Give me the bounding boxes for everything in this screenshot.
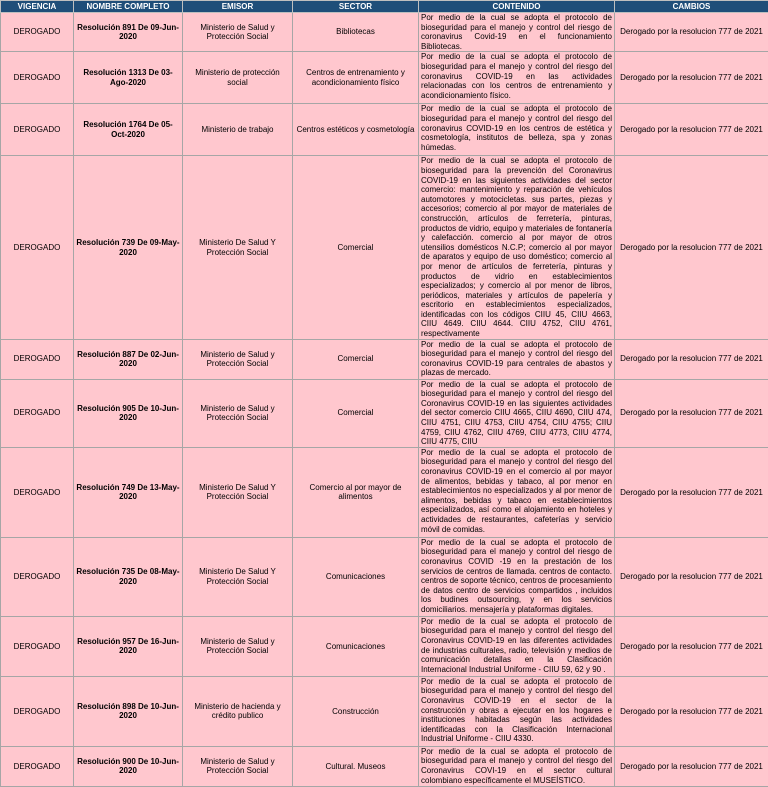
cell-contenido[interactable]: Por medio de la cual se adopta el protocolo de bioseguridad para el manejo y control del riesgo del coronavirus COVID-19 en los centros de estética y cosmetología, institutos de belleza, spa y zonas húmedas. [419,104,615,156]
cell-nombre[interactable]: Resolución 905 De 10-Jun-2020 [74,379,183,447]
cell-nombre[interactable]: Resolución 1313 De 03-Ago-2020 [74,52,183,104]
cell-vigencia[interactable]: DEROGADO [1,13,74,52]
table-row [1,156,768,339]
cell-cambios[interactable]: Derogado por la resolucion 777 de 2021 [615,379,768,447]
cell-vigencia[interactable]: DEROGADO [1,104,74,156]
cell-sector[interactable]: Bibliotecas [293,13,419,52]
header-sector[interactable]: SECTOR [293,1,419,13]
cell-contenido[interactable]: Por medio de la cual se adopta el protocolo de bioseguridad para el manejo y control del riesgo del coronavirus COVID-19 en el comercio al por mayor de alimentos, bebidas y tabaco, al por menor en establecimientos no especializados y al por menor de alimentos, bebidas y tabaco en establecimientos especializados, así como el alojamiento en hoteles y actividades de restaurantes, cafeterías y servicio móvil de comidas. [419,447,615,537]
cell-emisor[interactable]: Ministerio de Salud y Protección Social [183,13,293,52]
cell-cambios[interactable]: Derogado por la resolucion 777 de 2021 [615,339,768,379]
cell-nombre[interactable]: Resolución 887 De 02-Jun-2020 [74,339,183,379]
cell-emisor[interactable]: Ministerio de trabajo [183,104,293,156]
cell-vigencia[interactable]: DEROGADO [1,156,74,339]
cell-cambios[interactable]: Derogado por la resolucion 777 de 2021 [615,616,768,676]
header-cambios[interactable]: CAMBIOS [615,1,768,13]
cell-nombre[interactable]: Resolución 900 De 10-Jun-2020 [74,746,183,786]
cell-contenido[interactable]: Por medio de la cual se adopta el protocolo de bioseguridad para el manejo y control del riesgo del coronavirus COVID-19 para centrales de abastos y plazas de mercado. [419,339,615,379]
cell-sector[interactable]: Centros de entrenamiento y acondicionamiento físico [293,52,419,104]
cell-sector[interactable]: Cultural. Museos [293,746,419,786]
cell-emisor[interactable]: Ministerio de hacienda y crédito publico [183,676,293,746]
header-nombre-completo[interactable]: NOMBRE COMPLETO [74,1,183,13]
table-row [1,379,768,447]
header-emisor[interactable]: EMISOR [183,1,293,13]
cell-nombre[interactable]: Resolución 891 De 09-Jun-2020 [74,13,183,52]
cell-contenido[interactable]: Por medio de la cual se adopta el protocolo de bioseguridad para el manejo y control del riesgo del Coronavirus COVI-19 en el sector cultural colombiano específicamente el MUSEÍSTICO. [419,746,615,786]
cell-nombre[interactable]: Resolución 749 De 13-May-2020 [74,447,183,537]
cell-emisor[interactable]: Ministerio de Salud y Protección Social [183,339,293,379]
cell-cambios[interactable]: Derogado por la resolucion 777 de 2021 [615,447,768,537]
table-row [1,52,768,104]
cell-nombre[interactable]: Resolución 898 De 10-Jun-2020 [74,676,183,746]
table-row [1,13,768,52]
cell-cambios[interactable]: Derogado por la resolucion 777 de 2021 [615,156,768,339]
table-row [1,537,768,616]
cell-sector[interactable]: Comunicaciones [293,616,419,676]
cell-emisor[interactable]: Ministerio De Salud Y Protección Social [183,447,293,537]
cell-cambios[interactable]: Derogado por la resolucion 777 de 2021 [615,52,768,104]
cell-sector[interactable]: Comercial [293,379,419,447]
cell-vigencia[interactable]: DEROGADO [1,676,74,746]
cell-contenido[interactable]: Por medio de la cual se adopta el protocolo de bioseguridad para el manejo y control del riesgo del coronavirus COVID-19 en las actividades relacionadas con los centros de entrenamiento y acondicionamiento físico. [419,52,615,104]
cell-contenido[interactable]: Por medio de la cual se adopta el protocolo de bioseguridad para el manejo y control del riesgo de coronavirus COVID -19 en la prestación de los servicios de centros de llamada. centros de contacto. centros de soporte técnico, centros de procesamiento de datos centro de servicios compartidos , incluidos los budines outsourcing, y en los servicios domiciliarios. mensajería y plataformas digitales. [419,537,615,616]
table-row [1,746,768,786]
cell-nombre[interactable]: Resolución 1764 De 05-Oct-2020 [74,104,183,156]
cell-sector[interactable]: Construcción [293,676,419,746]
cell-sector[interactable]: Comercial [293,156,419,339]
cell-contenido[interactable]: Por medio de la cual se adopta el protocolo de bioseguridad para la prevención del Coronavirus COVID-19 en las siguientes actividades del sector comercio: mantenimiento y reparación de vehículos automotores y motocicletas. sus partes, piezas y accesorios; comercio al por mayor de materiales de construcción, artículos de ferretería, pinturas, productos de vidrio, equipo y materiales de fontanería y calefacción. comercio al por mayor de otros utensilios domésticos N.C.P; comercio al por mayor de aparatos y equipo de uso doméstico; comercio al por menor de artículos de ferretería, pinturas y productos de vidrio en establecimientos especializados; y comercio al por menor de libros, periódicos, materiales y artículos de papelería y escritorio en establecimientos especializados, identificadas con los códigos CIIU 45, CIIU 4663, CIIU 4649. CIIU 4644. CIIU 4752, CIIU 4761, respectivamente [419,156,615,339]
table-row [1,104,768,156]
cell-vigencia[interactable]: DEROGADO [1,52,74,104]
cell-vigencia[interactable]: DEROGADO [1,616,74,676]
cell-contenido[interactable]: Por medio de la cual se adopta el protocolo de bioseguridad para el manejo y control del riesgo del Coronavirus COVID-19 en el sector de la construcción y obras a ejecutar en los hogares e instituciones habitadas según las actividades identificadas con la Clasificación Internacional Industrial Uniforme - CIIU 4330. [419,676,615,746]
cell-emisor[interactable]: Ministerio de Salud y Protección Social [183,746,293,786]
cell-emisor[interactable]: Ministerio De Salud Y Protección Social [183,156,293,339]
cell-nombre[interactable]: Resolución 739 De 09-May-2020 [74,156,183,339]
cell-cambios[interactable]: Derogado por la resolucion 777 de 2021 [615,676,768,746]
cell-sector[interactable]: Comercio al por mayor de alimentos [293,447,419,537]
cell-vigencia[interactable]: DEROGADO [1,339,74,379]
cell-contenido[interactable]: Por medio de la cual se adopta el protocolo de bioseguridad para el manejo y control del riesgo del Coronavirus COVID-19 en las diferentes actividades de industrias culturales, radio, televisión y medios de comunicación detallas en la Clasificación Internacional Industrial Uniforme - CIIU 59, 62 y 90 . [419,616,615,676]
cell-vigencia[interactable]: DEROGADO [1,379,74,447]
cell-sector[interactable]: Comunicaciones [293,537,419,616]
cell-emisor[interactable]: Ministerio De Salud Y Protección Social [183,537,293,616]
cell-emisor[interactable]: Ministerio de Salud y Protección Social [183,616,293,676]
cell-vigencia[interactable]: DEROGADO [1,746,74,786]
cell-nombre[interactable]: Resolución 735 De 08-May-2020 [74,537,183,616]
cell-cambios[interactable]: Derogado por la resolucion 777 de 2021 [615,13,768,52]
table-row [1,616,768,676]
cell-contenido[interactable]: Por medio de la cual se adopta el protocolo de bioseguridad para el manejo y control del riesgo del Coronavirus COVID-19 en las siguientes actividades del sector comercio CIIU 4665, CIIU 4690, CIIU 474, CIIU 4751, CIIU 4753, CIIU 4754, CIIU 4755; CIIU 4759, CIIU 4762, CIIU 4769, CIIU 4773, CIIU 4774, CIIU 4775, CIIU [419,379,615,447]
cell-cambios[interactable]: Derogado por la resolucion 777 de 2021 [615,537,768,616]
cell-contenido[interactable]: Por medio de la cual se adopta el protocolo de bioseguridad para el manejo y control del riesgo de coronavirus Covid-19 en el funcionamiento Bibliotecas. [419,13,615,52]
cell-sector[interactable]: Comercial [293,339,419,379]
cell-vigencia[interactable]: DEROGADO [1,537,74,616]
header-contenido[interactable]: CONTENIDO [419,1,615,13]
cell-nombre[interactable]: Resolución 957 De 16-Jun-2020 [74,616,183,676]
cell-emisor[interactable]: Ministerio de protección social [183,52,293,104]
cell-cambios[interactable]: Derogado por la resolucion 777 de 2021 [615,104,768,156]
cell-sector[interactable]: Centros estéticos y cosmetología [293,104,419,156]
table-row [1,447,768,537]
cell-vigencia[interactable]: DEROGADO [1,447,74,537]
header-vigencia[interactable]: VIGENCIA [1,1,74,13]
table-row [1,339,768,379]
header-row [1,1,768,13]
table-row [1,676,768,746]
cell-cambios[interactable]: Derogado por la resolucion 777 de 2021 [615,746,768,786]
cell-emisor[interactable]: Ministerio de Salud y Protección Social [183,379,293,447]
